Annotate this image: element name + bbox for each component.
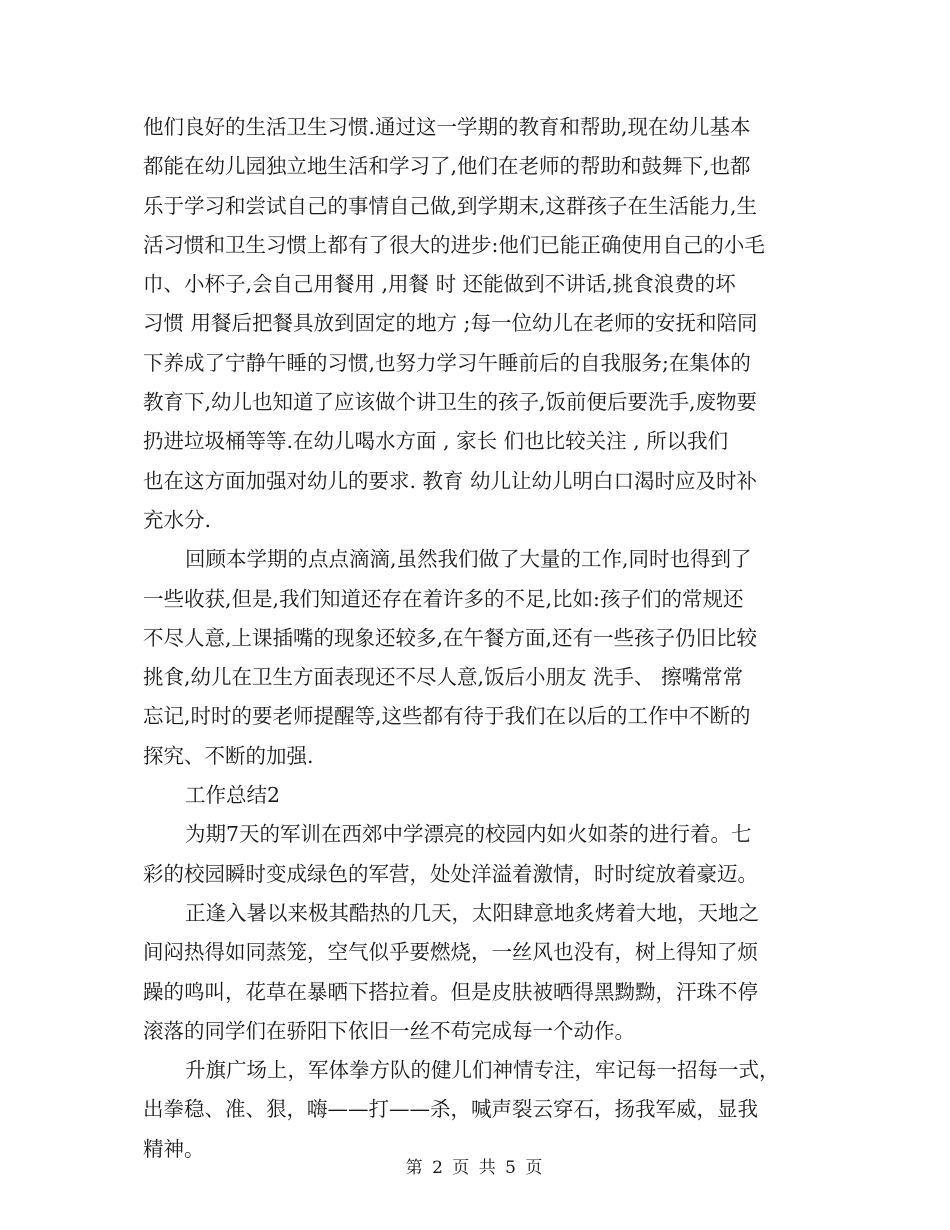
- text-line: 活习惯和卫生习惯上都有了很大的进步:他们已能正确使用自己的小毛: [143, 232, 765, 257]
- text-line: 习惯 用餐后把餐具放到固定的地方 ;每一位幼儿在老师的安抚和陪同: [143, 311, 758, 336]
- text-line: 忘记,时时的要老师提醒等,这些都有待于我们在以后的工作中不断的: [143, 704, 751, 729]
- text-line: 工作总结2: [185, 783, 281, 808]
- text-line: 也在这方面加强对幼儿的要求. 教育 幼儿让幼儿明白口渴时应及时补: [143, 468, 758, 493]
- text-line: 下养成了宁静午睡的习惯,也努力学习午睡前后的自我服务;在集体的: [143, 350, 751, 375]
- text-line: 精神。: [143, 1136, 205, 1161]
- text-line: 滚落的同学们在骄阳下依旧一丝不苟完成每一个动作。: [143, 1018, 635, 1043]
- text-line: 升旗广场上，军体拳方队的健儿们神情专注，牢记每一招每一式，: [185, 1058, 780, 1083]
- text-line: 教育下,幼儿也知道了应该做个讲卫生的孩子,饭前便后要洗手,废物要: [143, 390, 758, 415]
- text-line: 间闷热得如同蒸笼，空气似乎要燃烧，一丝风也没有，树上得知了烦: [143, 940, 758, 965]
- text-line: 躁的鸣叫，花草在暴晒下搭拉着。但是皮肤被晒得黑黝黝，汗珠不停: [143, 979, 758, 1004]
- text-line: 他们良好的生活卫生习惯.通过这一学期的教育和帮助,现在幼儿基本: [143, 115, 751, 139]
- document-body: [143, 108, 807, 1169]
- text-line: 充水分.: [143, 507, 212, 532]
- text-line: 乐于学习和尝试自己的事情自己做,到学期末,这群孩子在生活能力,生: [143, 193, 758, 218]
- text-line: 一些收获,但是,我们知道还存在着许多的不足,比如:孩子们的常规还: [143, 586, 744, 611]
- text-line: 不尽人意,上课插嘴的现象还较多,在午餐方面,还有一些孩子仍旧比较: [143, 625, 758, 650]
- text-line: 扔进垃圾桶等等.在幼儿喝水方面 , 家长 们也比较关注 , 所以我们: [143, 429, 729, 454]
- text-line: 挑食,幼儿在卫生方面表现还不尽人意,饭后小朋友 洗手、 擦嘴常常: [143, 665, 744, 690]
- text-line: 彩的校园瞬时变成绿色的军营，处处洋溢着激情，时时绽放着豪迈。: [143, 861, 758, 886]
- text-line: 回顾本学期的点点滴滴,虽然我们做了大量的工作,同时也得到了: [185, 547, 752, 572]
- text-line: 探究、不断的加强.: [143, 743, 314, 768]
- text-line: 出拳稳、准、狠，嗨——打——杀，喊声裂云穿石，扬我军威，显我: [143, 1097, 758, 1122]
- text-line: 都能在幼儿园独立地生活和学习了,他们在老师的帮助和鼓舞下,也都: [143, 154, 751, 179]
- text-line: 巾、小杯子,会自己用餐用 ,用餐 时 还能做到不讲话,挑食浪费的坏: [143, 272, 736, 297]
- text-line: 为期7天的军训在西郊中学漂亮的校园内如火如荼的进行着。七: [185, 822, 752, 847]
- page-footer: 第 2 页 共 5 页: [405, 1158, 545, 1178]
- text-line: 正逢入暑以来极其酷热的几天，太阳肆意地炙烤着大地，天地之: [185, 900, 759, 925]
